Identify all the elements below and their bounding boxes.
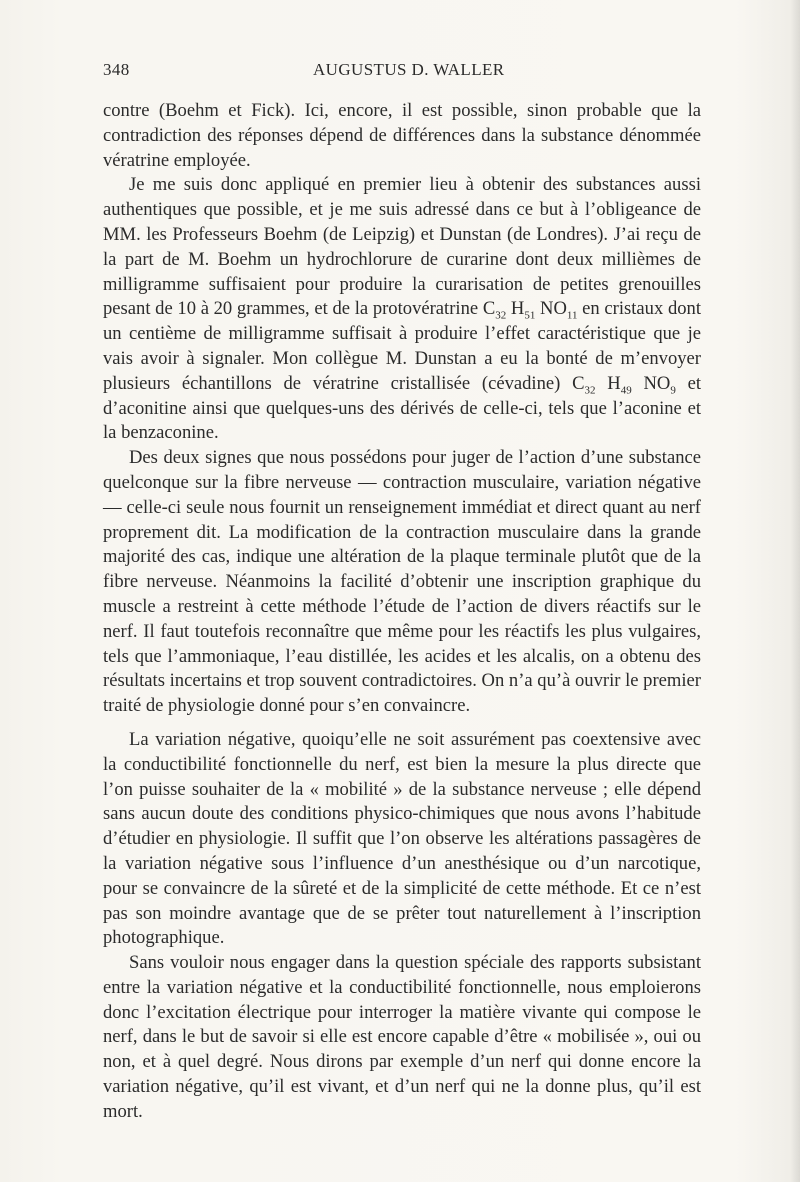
paragraph-2-text-a: Je me suis donc appliqué en premier lieu à obtenir des substances aussi authentiques que possible, et je me suis adressé dans ce but à l’obligeance de MM. les Professeurs Boehm (de Leipzig) et Dunstan (de Londres). J’ai reçu de la part de M. Boehm un hydrochlorure de curarine dont deux millièmes de milligramme suffisaient pour produire la curarisation de petites grenouilles pesant de 10 à 20 grammes, et de la protovératrine C [103, 174, 701, 320]
page-header [103, 60, 703, 84]
subscript: 9 [670, 384, 676, 397]
paragraph-2-text-e: H [595, 372, 621, 394]
paragraph-4 [103, 728, 701, 951]
paragraph-2-text-b: H [506, 298, 525, 320]
paragraph-2 [103, 173, 701, 446]
subscript: 32 [495, 310, 507, 323]
paragraph-5 [103, 951, 701, 1125]
subscript: 49 [620, 384, 632, 397]
paragraph-3 [103, 446, 701, 719]
body-text [103, 99, 701, 1125]
page-number: 348 [103, 60, 130, 79]
subscript: 11 [566, 310, 578, 323]
subscript: 51 [524, 310, 536, 323]
running-head: AUGUSTUS D. WALLER [313, 60, 505, 79]
paragraph-1-text: contre (Boehm et Fick). Ici, encore, il est possible, sinon probable que la contradiction des réponses dépend de différences dans la substance dénommée vératrine employée. [103, 100, 701, 171]
paragraph-2-text-g: et d’aconitine ainsi que quelques-uns des dérivés de celle-ci, tels que l’aconine et la benzaconine. [103, 372, 701, 444]
paragraph-2-text-c: NO [535, 298, 567, 320]
paragraph-5-text: Sans vouloir nous engager dans la question spéciale des rapports subsistant entre la variation négative et la conductibilité fonctionnelle, nous emploierons donc l’excitation électrique pour interroger la matière vivante qui compose le nerf, dans le but de savoir si elle est encore capable d’être « mobilisée », oui ou non, et à quel degré. Nous dirons par exemple d’un nerf qui donne encore la variation négative, qu’il est vivant, et d’un nerf qui ne la donne plus, qu’il est mort. [103, 952, 701, 1122]
paragraph-2-text-d: en cristaux dont un centième de milligramme suffisait à produire l’effet caractéristique que je vais avoir à signaler. Mon collègue M. Dunstan a eu la bonté de m’envoyer plusieurs échantillons de vératrine cristallisée (cévadine) C [103, 298, 701, 394]
paragraph-2-text-f: NO [631, 372, 671, 394]
paragraph-4-text: La variation négative, quoiqu’elle ne soit assurément pas coextensive avec la conductibilité fonctionnelle du nerf, est bien la mesure la plus directe que l’on puisse souhaiter de la « mobilité » de la substance nerveuse ; elle dépend sans aucun doute des conditions physico-chimiques que nous avons l’habitude d’étudier en physiologie. Il suffit que l’on observe les altérations passagères de la variation négative sous l’influence d’un anesthésique ou d’un narcotique, pour se convaincre de la sûreté et de la simplicité de cette méthode. Et ce n’est pas son moindre avantage que de se prêter tout naturellement à l’inscription photographique. [103, 728, 701, 949]
page-edge-shadow [790, 0, 800, 1182]
paragraph-3-text: Des deux signes que nous possédons pour juger de l’action d’une substance quelconque sur la fibre nerveuse — contraction musculaire, variation négative — celle-ci seule nous fournit un renseignement immédiat et direct quant au nerf proprement dit. La modification de la contraction musculaire dans la grande majorité des cas, indique une altération de la plaque terminale plutôt que de la fibre nerveuse. Néanmoins la facilité d’obtenir une inscription graphique du muscle a restreint à cette méthode l’étude de l’action de divers réactifs sur le nerf. Il faut toutefois reconnaître que même pour les réactifs les plus vulgaires, tels que l’ammoniaque, l’eau distillée, les acides et les alcalis, on a obtenu des résultats incertains et trop souvent contradictoires. On n’a qu’à ouvrir le premier traité de physiologie donné pour s’en convaincre. [103, 447, 701, 717]
paragraph-1 [103, 99, 701, 173]
subscript: 32 [584, 384, 596, 397]
